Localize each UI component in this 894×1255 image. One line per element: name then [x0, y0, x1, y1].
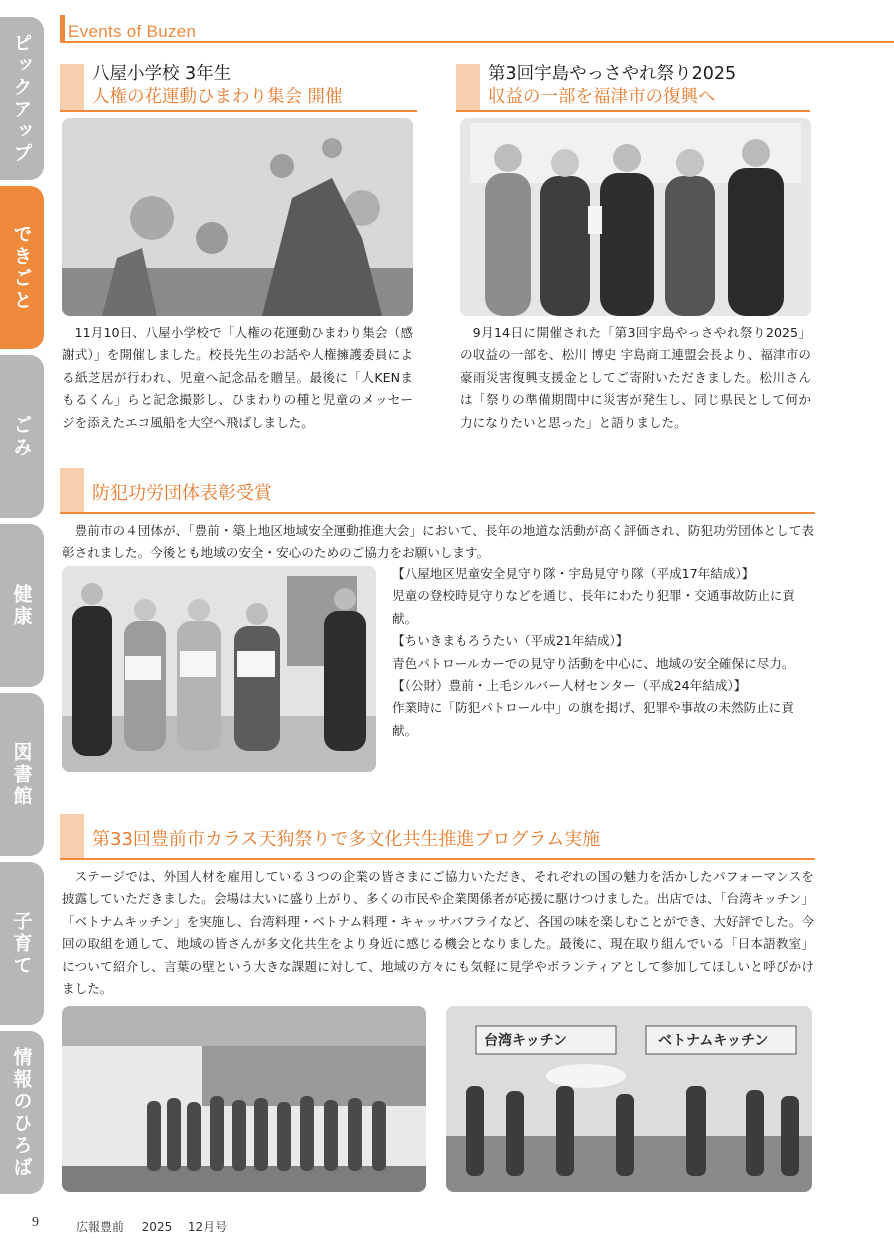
tab-events[interactable]: できごと — [0, 186, 44, 349]
footer-issue: 12月号 — [187, 1220, 228, 1234]
article2-photo — [460, 118, 811, 316]
article3-intro — [62, 520, 814, 565]
tab-library[interactable]: 図書館 — [0, 693, 44, 856]
article2-title-line2: 収益の一部を福津市の復興へ — [488, 87, 716, 107]
tab-health[interactable]: 健康 — [0, 524, 44, 687]
tab-garbage[interactable]: ごみ — [0, 355, 44, 518]
article1-heading — [92, 63, 343, 109]
header-title: Events of Buzen — [68, 22, 197, 41]
article4-body-text: ステージでは、外国人材を雇用している３つの企業の皆さまにご協力いただき、それぞれの国の魅力を活かしたパフォーマンスを披露していただきました。会場は大いに盛り上がり、多くの市民や企業関係者が応援に駆けつけました。出店では、「台湾キッチン」「ベトナムキッチン」を実施し、台湾料理・ベトナム料理・キャッサバフライなど、各国の味を楽しむことができ、大好評でした。今回の取組を通して、地域の皆さんが多文化共生をより身近に感じる機会となりました。最後に、現在取り組んでいる「日本語教室」について紹介し、言葉の壁という大きな課題に対して、地域の方々にも気軽に見学やボランティアとして参加してほしいと呼びかけました。 — [62, 869, 814, 997]
article4-body — [62, 866, 814, 1000]
article1-body — [62, 322, 413, 434]
article1-title-line2: 人権の花運動ひまわり集会 開催 — [92, 87, 343, 107]
tab-childcare[interactable]: 子育て — [0, 862, 44, 1025]
tab-pickup[interactable]: ピックアップ — [0, 17, 44, 180]
vietnam-kitchen-sign: ベトナムキッチン — [658, 1033, 769, 1049]
tab-info-plaza[interactable]: 情報のひろば — [0, 1031, 44, 1194]
article3-award-list — [392, 563, 814, 742]
footer-year: 2025 — [141, 1220, 173, 1234]
award-item-3-desc: 作業時に「防犯パトロール中」の旗を掲げ、犯罪や事故の未然防止に貢献。 — [392, 700, 794, 738]
article2-heading-accent — [456, 64, 480, 110]
article2-heading-rule — [456, 110, 810, 112]
article1-heading-accent — [60, 64, 84, 110]
header-accent-bar — [60, 15, 65, 41]
article4-photo-stage — [62, 1006, 426, 1192]
article3-heading-accent — [60, 468, 84, 512]
taiwan-kitchen-sign: 台湾キッチン — [484, 1033, 568, 1049]
article4-photo-food-stalls — [446, 1006, 812, 1192]
award-item-2-name: 【ちいきまもろうたい（平成21年結成）】 — [392, 633, 629, 649]
award-item-1-desc: 児童の登校時見守りなどを通じ、長年にわたり犯罪・交通事故防止に貢献。 — [392, 588, 795, 626]
article4-heading-accent — [60, 814, 84, 858]
article3-title: 防犯功労団体表彰受賞 — [92, 483, 272, 504]
article2-body-text: 9月14日に開催された「第3回宇島やっさやれ祭り2025」の収益の一部を、松川 博史 宇島商工連盟会長より、福津市の豪雨災害復興支援金としてご寄附いただきました。松川さんは「祭りの準備期間中に災害が発生し、同じ県民として何か力になりたいと思った」と語りました。 — [460, 325, 811, 430]
footer-publication-name: 広報豊前 — [76, 1220, 125, 1234]
article4-heading-rule — [60, 858, 815, 860]
article1-photo — [62, 118, 413, 316]
page-number: 9 — [32, 1215, 39, 1230]
article2-heading — [488, 63, 736, 109]
article1-title-line1: 八屋小学校 3年生 — [92, 64, 232, 84]
article3-photo — [62, 566, 376, 772]
award-item-1-name: 【八屋地区児童安全見守り隊・宇島見守り隊（平成17年結成）】 — [392, 566, 755, 581]
award-item-3-name: 【（公財）豊前・上毛シルバー人材センター（平成24年結成）】 — [392, 678, 747, 694]
article1-body-text: 11月10日、八屋小学校で「人権の花運動ひまわり集会（感謝式）」を開催しました。校長先生のお話や人権擁護委員による紙芝居が行われ、児童へ記念品を贈呈。最後に「人KENまもるくん」らと記念撮影し、ひまわりの種と児童のメッセージを添えたエコ風船を大空へ飛ばしました。 — [62, 325, 413, 430]
award-item-2-desc: 青色パトロールカーでの見守り活動を中心に、地域の安全確保に尽力。 — [392, 655, 795, 671]
article3-intro-text: 豊前市の４団体が、「豊前・築上地区地域安全運動推進大会」において、長年の地道な活動が高く評価され、防犯功労団体として表彰されました。今後とも地域の安全・安心のためのご協力をお願いします。 — [62, 523, 814, 561]
article2-title-line1: 第3回宇島やっさやれ祭り2025 — [488, 64, 737, 84]
article2-body — [460, 322, 811, 434]
footer-publication — [76, 1218, 227, 1235]
article4-title: 第33回豊前市カラス天狗祭りで多文化共生推進プログラム実施 — [92, 829, 601, 850]
header-rule — [60, 41, 894, 43]
article3-heading-rule — [60, 512, 815, 514]
article1-heading-rule — [60, 110, 417, 112]
